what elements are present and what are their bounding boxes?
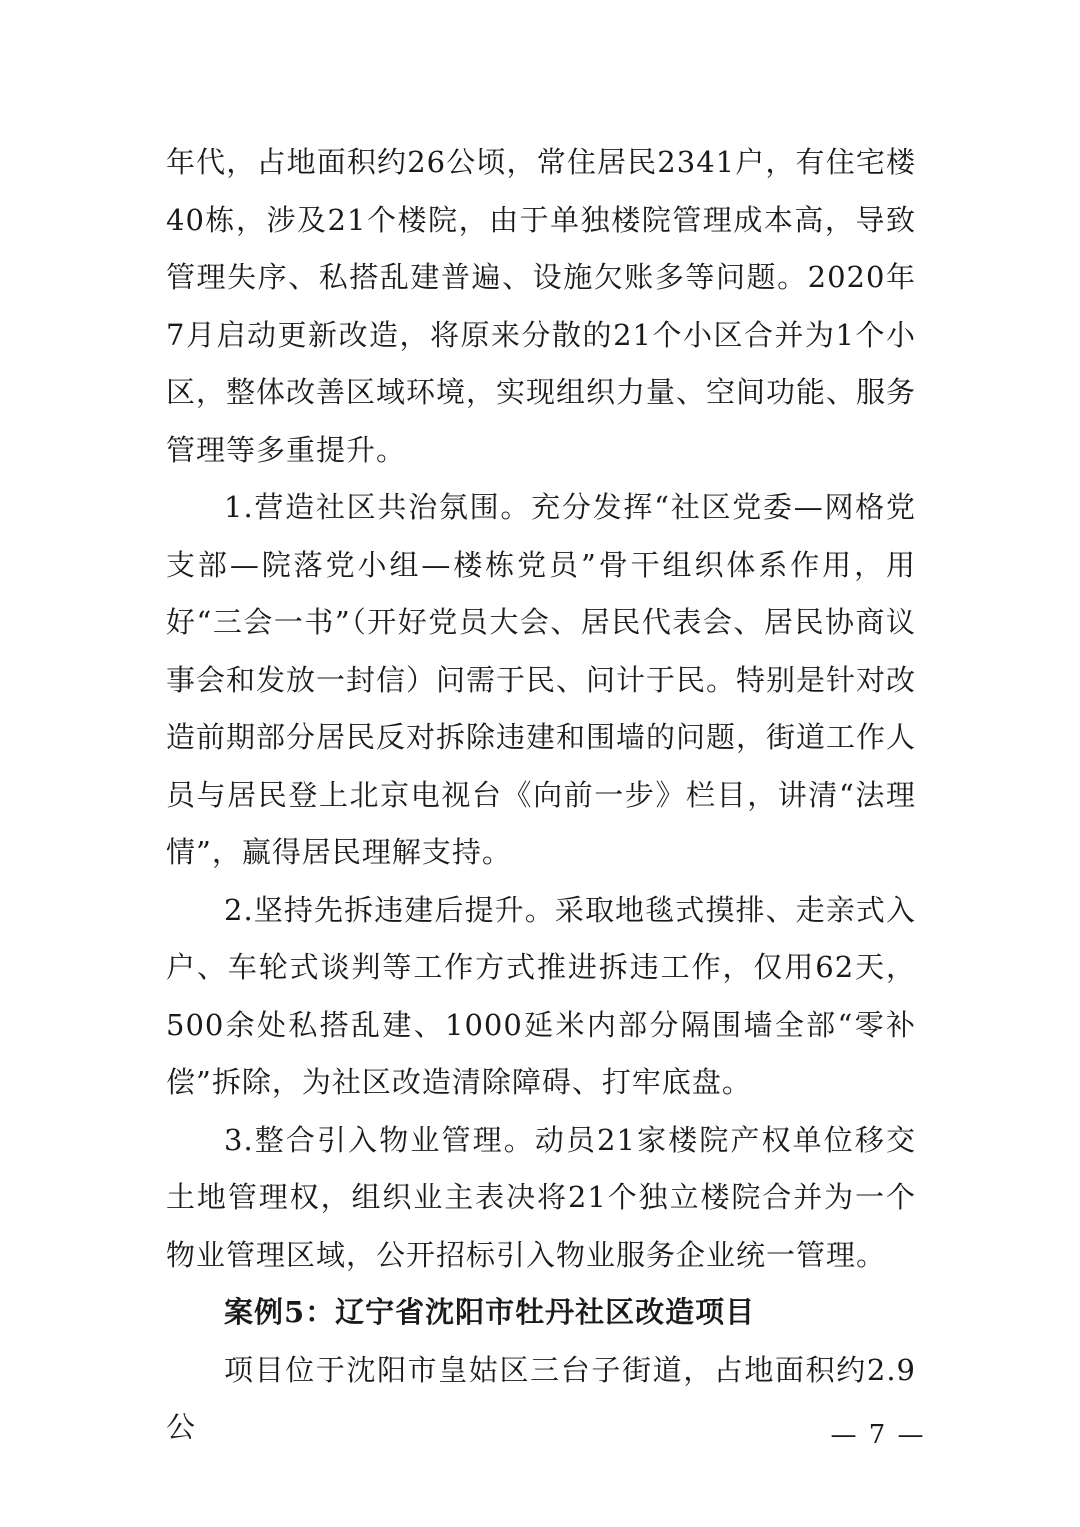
paragraph-measure-3: 3.整合引入物业管理。动员21家楼院产权单位移交土地管理权，组织业主表决将21个独立楼院合并为一个物业管理区域，公开招标引入物业服务企业统一管理。 [166, 1122, 916, 1272]
paragraph-intro-continued: 年代，占地面积约26公顷，常住居民2341户，有住宅楼40栋，涉及21个楼院，由于单独楼院管理成本高，导致管理失序、私搭乱建普遍、设施欠账多等问题。2020年7月启动更新改造，将原来分散的21个小区合并为1个小区，整体改善区域环境，实现组织力量、空间功能、服务管理等多重提升。 [166, 145, 917, 467]
paragraph-measure-2: 2.坚持先拆违建后提升。采取地毯式摸排、走亲式入户、车轮式谈判等工作方式推进拆违工作，仅用62天，500余处私搭乱建、1000延米内部分隔围墙全部“零补偿”拆除，为社区改造清除障碍、打牢底盘。 [166, 892, 916, 1099]
paragraph-case-intro: 项目位于沈阳市皇姑区三台子街道，占地面积约2.9公 [166, 1352, 916, 1444]
page-number: — 7 — [830, 1420, 926, 1450]
document-page [166, 134, 916, 1457]
paragraph-measure-1: 1.营造社区共治氛围。充分发挥“社区党委—网格党支部—院落党小组—楼栋党员”骨干组织体系作用，用好“三会一书”（开好党员大会、居民代表会、居民协商议事会和发放一封信）问需于民、问计于民。特别是针对改造前期部分居民反对拆除违建和围墙的问题，街道工作人员与居民登上北京电视台《向前一步》栏目，讲清“法理情”，赢得居民理解支持。 [166, 490, 917, 869]
case-heading: 案例5：辽宁省沈阳市牡丹社区改造项目 [224, 1295, 756, 1329]
